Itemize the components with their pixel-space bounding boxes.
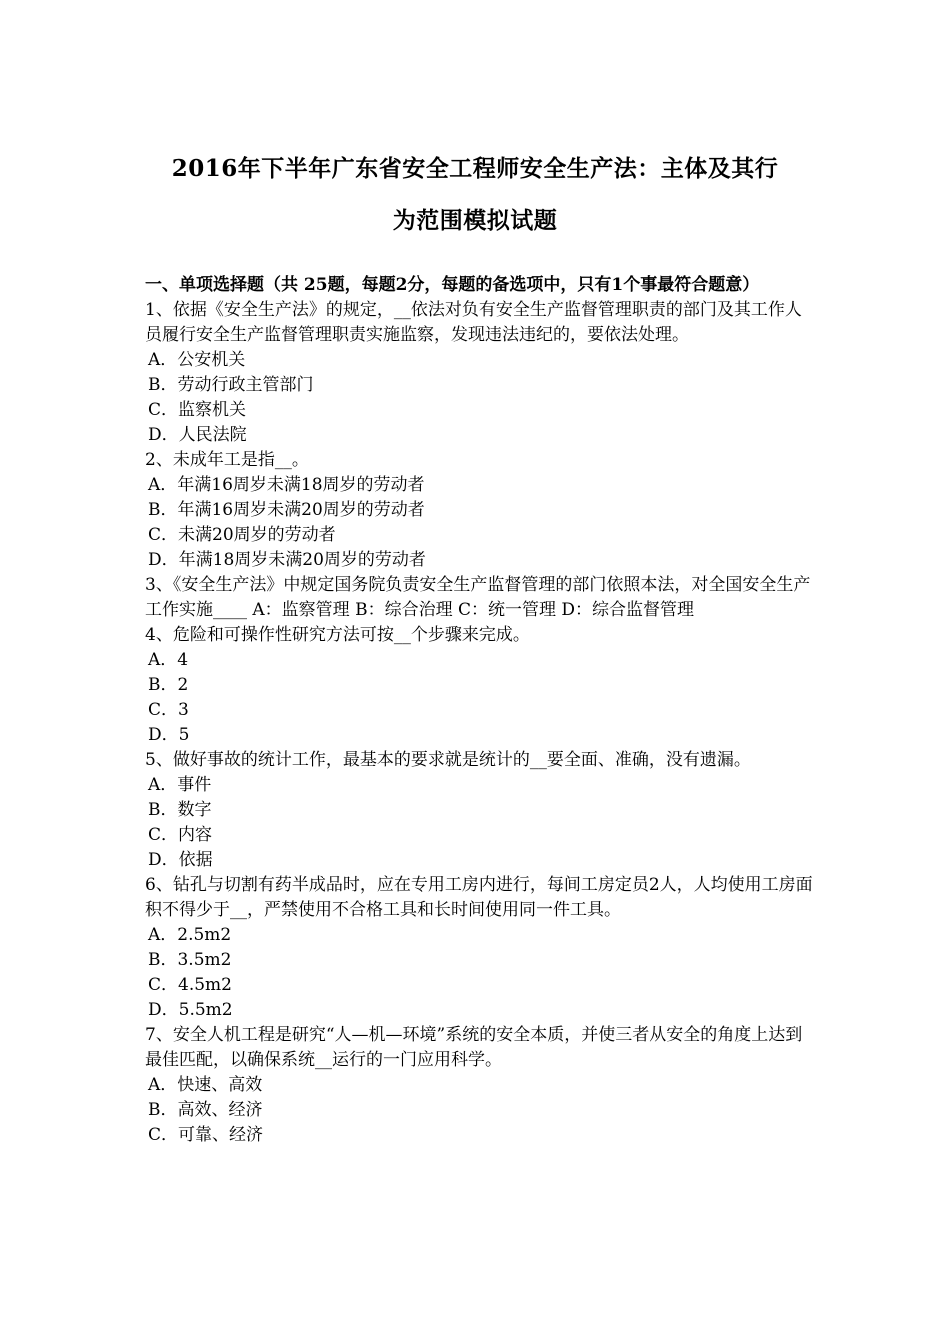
question-5-option-a: A．事件 <box>148 775 212 795</box>
question-6-option-d: D．5.5m2 <box>148 1000 233 1020</box>
question-2-option-d: D．年满18周岁未满20周岁的劳动者 <box>148 550 426 570</box>
question-6: 6、钻孔与切割有药半成品时，应在专用工房内进行，每间工房定员2人，人均使用工房面积不得少于__，严禁使用不合格工具和长时间使用同一件工具。 <box>145 875 813 920</box>
question-1: 1、依据《安全生产法》的规定，__依法对负有安全生产监督管理职责的部门及其工作人员履行安全生产监督管理职责实施监察，发现违法违纪的，要依法处理。 <box>145 300 802 345</box>
question-1-option-a: A．公安机关 <box>148 350 246 370</box>
question-1-option-b: B．劳动行政主管部门 <box>148 375 314 395</box>
question-7-option-b: B．高效、经济 <box>148 1100 263 1120</box>
question-5: 5、做好事故的统计工作，最基本的要求就是统计的__要全面、准确，没有遗漏。 <box>145 750 751 770</box>
question-7-option-c: C．可靠、经济 <box>148 1125 264 1145</box>
question-6-option-b: B．3.5m2 <box>148 950 232 970</box>
question-5-option-d: D．依据 <box>148 850 213 870</box>
question-4-option-c: C．3 <box>148 700 189 720</box>
question-1-option-c: C．监察机关 <box>148 400 247 420</box>
question-7: 7、安全人机工程是研究“人—机—环境”系统的安全本质，并使三者从安全的角度上达到最佳匹配，以确保系统__运行的一门应用科学。 <box>145 1025 803 1070</box>
section-heading: 一、单项选择题（共 25题，每题2分，每题的备选项中，只有1个事最符合题意） <box>145 275 760 295</box>
document-body <box>145 273 815 1148</box>
question-7-option-a: A．快速、高效 <box>148 1075 263 1095</box>
question-2: 2、未成年工是指__。 <box>145 450 309 470</box>
question-5-option-c: C．内容 <box>148 825 213 845</box>
question-4: 4、危险和可操作性研究方法可按__个步骤来完成。 <box>145 625 530 645</box>
document-title-line-2: 为范围模拟试题 <box>392 207 558 234</box>
question-2-option-b: B．年满16周岁未满20周岁的劳动者 <box>148 500 425 520</box>
question-4-option-d: D．5 <box>148 725 190 745</box>
document-title-line-1: 2016年下半年广东省安全工程师安全生产法：主体及其行 <box>171 155 779 182</box>
question-1-option-d: D．人民法院 <box>148 425 247 445</box>
question-5-option-b: B．数字 <box>148 800 212 820</box>
question-4-option-a: A．4 <box>148 650 189 670</box>
question-3: 3、《安全生产法》中规定国务院负责安全生产监督管理的部门依照本法，对全国安全生产工作实施____ A：监察管理 B：综合治理 C：统一管理 D：综合监督管理 <box>145 575 811 620</box>
question-4-option-b: B．2 <box>148 675 189 695</box>
question-2-option-c: C．未满20周岁的劳动者 <box>148 525 336 545</box>
question-6-option-a: A．2.5m2 <box>148 925 232 945</box>
question-6-option-c: C．4.5m2 <box>148 975 232 995</box>
question-2-option-a: A．年满16周岁未满18周岁的劳动者 <box>148 475 425 495</box>
